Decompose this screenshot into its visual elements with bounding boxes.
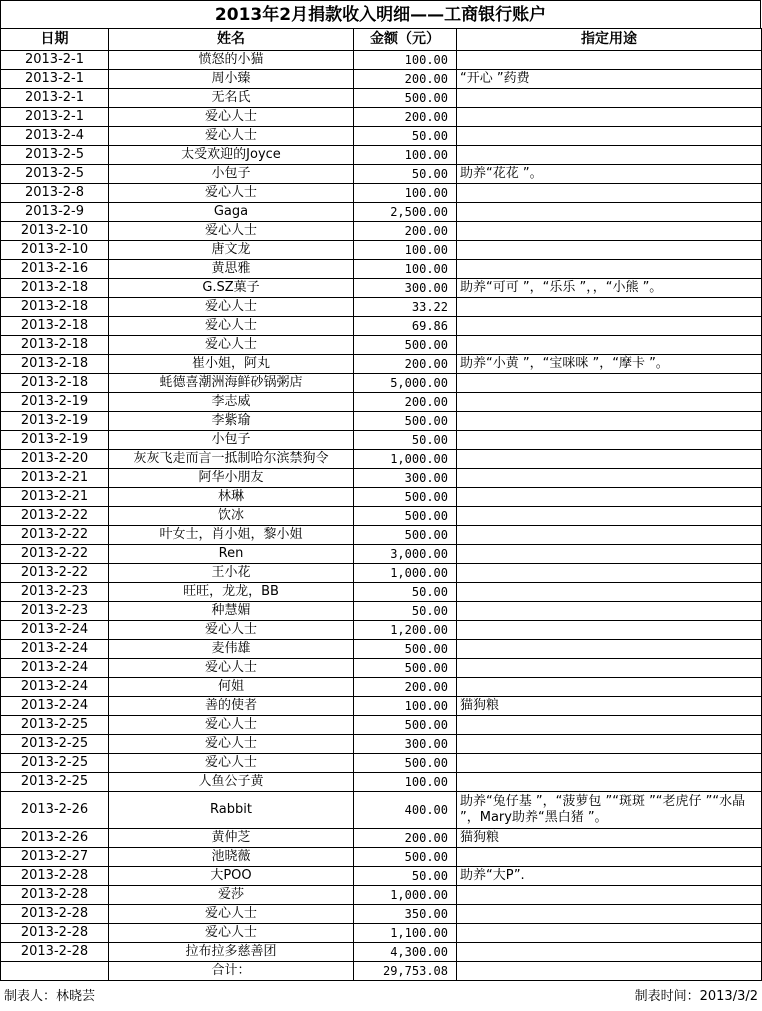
cell-name: 阿华小朋友 [109,469,354,488]
cell-amount: 500.00 [354,659,457,678]
cell-name: 何姐 [109,678,354,697]
cell-use [457,545,762,564]
header-name: 姓名 [109,29,354,51]
cell-amount: 500.00 [354,412,457,431]
cell-name: 爱心人士 [109,298,354,317]
cell-use: 助养“大P”. [457,867,762,886]
cell-use: 猫狗粮 [457,829,762,848]
cell-date: 2013-2-19 [1,412,109,431]
cell-amount: 200.00 [354,70,457,89]
cell-date: 2013-2-25 [1,735,109,754]
table-row [1,51,762,70]
cell-name: 爱心人士 [109,127,354,146]
cell-name: 爱心人士 [109,108,354,127]
cell-amount: 50.00 [354,127,457,146]
cell-use [457,905,762,924]
table-row [1,317,762,336]
cell-use [457,317,762,336]
cell-date: 2013-2-28 [1,886,109,905]
table-row [1,621,762,640]
cell-date: 2013-2-9 [1,203,109,222]
cell-date: 2013-2-28 [1,943,109,962]
cell-use [457,621,762,640]
cell-use [457,924,762,943]
header-date: 日期 [1,29,109,51]
cell-amount: 500.00 [354,89,457,108]
cell-name: 黄思雅 [109,260,354,279]
table-row [1,203,762,222]
cell-use [457,640,762,659]
cell-date: 2013-2-8 [1,184,109,203]
header-row [1,29,762,51]
cell-date: 2013-2-21 [1,488,109,507]
cell-name: 周小臻 [109,70,354,89]
table-row [1,583,762,602]
cell-date: 2013-2-10 [1,241,109,260]
cell-date: 2013-2-18 [1,279,109,298]
cell-name: 爱心人士 [109,659,354,678]
cell-amount: 350.00 [354,905,457,924]
table-row [1,754,762,773]
cell-amount: 500.00 [354,507,457,526]
cell-use [457,659,762,678]
cell-date: 2013-2-18 [1,317,109,336]
cell-name: 爱莎 [109,886,354,905]
cell-amount: 200.00 [354,108,457,127]
table-row [1,943,762,962]
cell-name: 拉布拉多慈善团 [109,943,354,962]
cell-amount: 69.86 [354,317,457,336]
cell-use [457,108,762,127]
cell-name: 爱心人士 [109,222,354,241]
cell-date: 2013-2-21 [1,469,109,488]
cell-amount: 500.00 [354,488,457,507]
cell-date: 2013-2-24 [1,697,109,716]
cell-date: 2013-2-24 [1,621,109,640]
cell-amount: 50.00 [354,602,457,621]
cell-name: 善的使者 [109,697,354,716]
header-amount: 金额（元） [354,29,457,51]
cell-date: 2013-2-19 [1,431,109,450]
cell-name: 爱心人士 [109,317,354,336]
cell-amount: 50.00 [354,867,457,886]
cell-name: 蚝德喜潮洲海鲜砂锅粥店 [109,374,354,393]
cell-date: 2013-2-5 [1,165,109,184]
cell-date: 2013-2-26 [1,792,109,829]
cell-amount: 100.00 [354,146,457,165]
cell-name: 爱心人士 [109,336,354,355]
cell-name: 麦伟雄 [109,640,354,659]
cell-use [457,488,762,507]
cell-use: 助养“兔仔基 ”，“菠萝包 ”“斑斑 ”“老虎仔 ”“水晶 ”，Mary助养“黑白猪 ”。 [457,792,762,829]
cell-date: 2013-2-1 [1,70,109,89]
cell-name: 太受欢迎的Joyce [109,146,354,165]
cell-use [457,469,762,488]
cell-amount: 200.00 [354,829,457,848]
total-amount: 29,753.08 [354,962,457,981]
total-label: 合计： [109,962,354,981]
cell-date: 2013-2-25 [1,716,109,735]
cell-use [457,431,762,450]
cell-name: 爱心人士 [109,621,354,640]
cell-name: 爱心人士 [109,716,354,735]
cell-date: 2013-2-20 [1,450,109,469]
cell-use [457,127,762,146]
total-empty-date [1,962,109,981]
cell-use: 助养“可可 ”，“乐乐 ”，，“小熊 ”。 [457,279,762,298]
cell-name: 爱心人士 [109,735,354,754]
table-row [1,716,762,735]
cell-amount: 4,300.00 [354,943,457,962]
cell-name: Ren [109,545,354,564]
total-empty-use [457,962,762,981]
cell-use [457,51,762,70]
cell-date: 2013-2-25 [1,773,109,792]
table-row [1,829,762,848]
cell-date: 2013-2-28 [1,905,109,924]
cell-amount: 300.00 [354,279,457,298]
table-row [1,867,762,886]
footer-maker: 制表人：林晓芸 [4,989,96,1004]
cell-use [457,184,762,203]
cell-use [457,507,762,526]
cell-use [457,716,762,735]
cell-date: 2013-2-22 [1,545,109,564]
cell-use [457,336,762,355]
cell-use [457,886,762,905]
cell-date: 2013-2-4 [1,127,109,146]
cell-use [457,393,762,412]
cell-amount: 100.00 [354,51,457,70]
cell-date: 2013-2-26 [1,829,109,848]
table-row [1,108,762,127]
table-row [1,279,762,298]
cell-amount: 200.00 [354,222,457,241]
cell-date: 2013-2-22 [1,507,109,526]
table-row [1,924,762,943]
table-row [1,374,762,393]
cell-date: 2013-2-1 [1,89,109,108]
table-row [1,127,762,146]
table-row [1,564,762,583]
cell-name: 李紫瑜 [109,412,354,431]
cell-name: 人鱼公子黄 [109,773,354,792]
cell-amount: 33.22 [354,298,457,317]
table-row [1,393,762,412]
cell-date: 2013-2-23 [1,602,109,621]
cell-name: G.SZ菓子 [109,279,354,298]
cell-amount: 1,200.00 [354,621,457,640]
table-row [1,412,762,431]
cell-name: 小包子 [109,165,354,184]
cell-use [457,146,762,165]
cell-use [457,412,762,431]
cell-use [457,260,762,279]
table-row [1,336,762,355]
cell-amount: 50.00 [354,165,457,184]
cell-date: 2013-2-22 [1,526,109,545]
header-use: 指定用途 [457,29,762,51]
cell-amount: 2,500.00 [354,203,457,222]
cell-use [457,89,762,108]
table-row [1,146,762,165]
cell-name: Gaga [109,203,354,222]
cell-amount: 500.00 [354,640,457,659]
cell-use [457,678,762,697]
table-row [1,526,762,545]
cell-date: 2013-2-24 [1,659,109,678]
cell-amount: 3,000.00 [354,545,457,564]
table-row [1,469,762,488]
table-row [1,886,762,905]
footer-time: 制表时间：2013/3/2 [634,989,758,1004]
table-row [1,697,762,716]
cell-date: 2013-2-23 [1,583,109,602]
cell-amount: 100.00 [354,184,457,203]
cell-use [457,754,762,773]
table-row [1,735,762,754]
cell-amount: 500.00 [354,848,457,867]
donation-table [0,28,762,981]
table-row [1,165,762,184]
table-row [1,70,762,89]
cell-amount: 200.00 [354,393,457,412]
table-row [1,298,762,317]
cell-use [457,583,762,602]
cell-use [457,450,762,469]
table-row [1,431,762,450]
cell-name: 爱心人士 [109,905,354,924]
cell-name: 旺旺，龙龙，BB [109,583,354,602]
cell-amount: 100.00 [354,260,457,279]
cell-name: 黄仲芝 [109,829,354,848]
cell-name: 无名氏 [109,89,354,108]
cell-date: 2013-2-27 [1,848,109,867]
table-row [1,640,762,659]
table-row [1,792,762,829]
cell-use [457,943,762,962]
cell-amount: 300.00 [354,469,457,488]
cell-amount: 1,000.00 [354,564,457,583]
cell-date: 2013-2-18 [1,374,109,393]
cell-amount: 400.00 [354,792,457,829]
cell-date: 2013-2-28 [1,924,109,943]
cell-date: 2013-2-16 [1,260,109,279]
table-row [1,678,762,697]
sheet-title: 2013年2月捐款收入明细——工商银行账户 [0,0,761,28]
cell-amount: 500.00 [354,716,457,735]
table-row [1,222,762,241]
cell-amount: 200.00 [354,355,457,374]
cell-date: 2013-2-18 [1,298,109,317]
cell-date: 2013-2-28 [1,867,109,886]
cell-name: 池晓薇 [109,848,354,867]
cell-name: 爱心人士 [109,754,354,773]
cell-use: 助养“小黄 ”，“宝咪咪 ”，“摩卡 ”。 [457,355,762,374]
cell-name: 林琳 [109,488,354,507]
cell-amount: 100.00 [354,697,457,716]
cell-amount: 200.00 [354,678,457,697]
table-row [1,773,762,792]
cell-date: 2013-2-18 [1,355,109,374]
table-row [1,507,762,526]
cell-date: 2013-2-18 [1,336,109,355]
cell-amount: 1,000.00 [354,450,457,469]
cell-amount: 1,000.00 [354,886,457,905]
table-row [1,488,762,507]
cell-use [457,241,762,260]
table-row [1,260,762,279]
cell-use [457,848,762,867]
cell-use [457,526,762,545]
cell-date: 2013-2-5 [1,146,109,165]
table-row [1,450,762,469]
cell-amount: 5,000.00 [354,374,457,393]
table-row [1,241,762,260]
cell-use [457,298,762,317]
cell-use: “开心 ”药费 [457,70,762,89]
cell-name: 唐文龙 [109,241,354,260]
table-row [1,545,762,564]
table-row [1,659,762,678]
cell-amount: 100.00 [354,241,457,260]
cell-date: 2013-2-10 [1,222,109,241]
cell-use [457,735,762,754]
cell-name: 崔小姐，阿丸 [109,355,354,374]
cell-use [457,222,762,241]
cell-date: 2013-2-25 [1,754,109,773]
cell-amount: 50.00 [354,431,457,450]
cell-amount: 500.00 [354,754,457,773]
cell-use [457,773,762,792]
cell-name: 饮冰 [109,507,354,526]
cell-amount: 100.00 [354,773,457,792]
cell-name: 大POO [109,867,354,886]
cell-name: 爱心人士 [109,924,354,943]
cell-amount: 500.00 [354,336,457,355]
cell-date: 2013-2-24 [1,640,109,659]
cell-name: Rabbit [109,792,354,829]
total-row [1,962,762,981]
cell-name: 李志威 [109,393,354,412]
cell-amount: 500.00 [354,526,457,545]
cell-name: 种慧媚 [109,602,354,621]
cell-amount: 300.00 [354,735,457,754]
table-body [1,51,762,981]
table-row [1,602,762,621]
footer [0,985,762,1009]
cell-name: 小包子 [109,431,354,450]
cell-date: 2013-2-24 [1,678,109,697]
cell-use [457,203,762,222]
cell-date: 2013-2-22 [1,564,109,583]
cell-name: 爱心人士 [109,184,354,203]
table-row [1,184,762,203]
cell-use: 助养“花花 ”。 [457,165,762,184]
cell-date: 2013-2-19 [1,393,109,412]
cell-name: 叶女士，肖小姐，黎小姐 [109,526,354,545]
cell-use [457,374,762,393]
cell-date: 2013-2-1 [1,108,109,127]
table-row [1,848,762,867]
cell-date: 2013-2-1 [1,51,109,70]
cell-name: 王小花 [109,564,354,583]
cell-name: 灰灰飞走而言一抵制哈尔滨禁狗令 [109,450,354,469]
cell-use [457,564,762,583]
cell-amount: 1,100.00 [354,924,457,943]
cell-use [457,602,762,621]
cell-amount: 50.00 [354,583,457,602]
cell-name: 愤怒的小猫 [109,51,354,70]
table-row [1,89,762,108]
table-row [1,355,762,374]
cell-use: 猫狗粮 [457,697,762,716]
table-row [1,905,762,924]
